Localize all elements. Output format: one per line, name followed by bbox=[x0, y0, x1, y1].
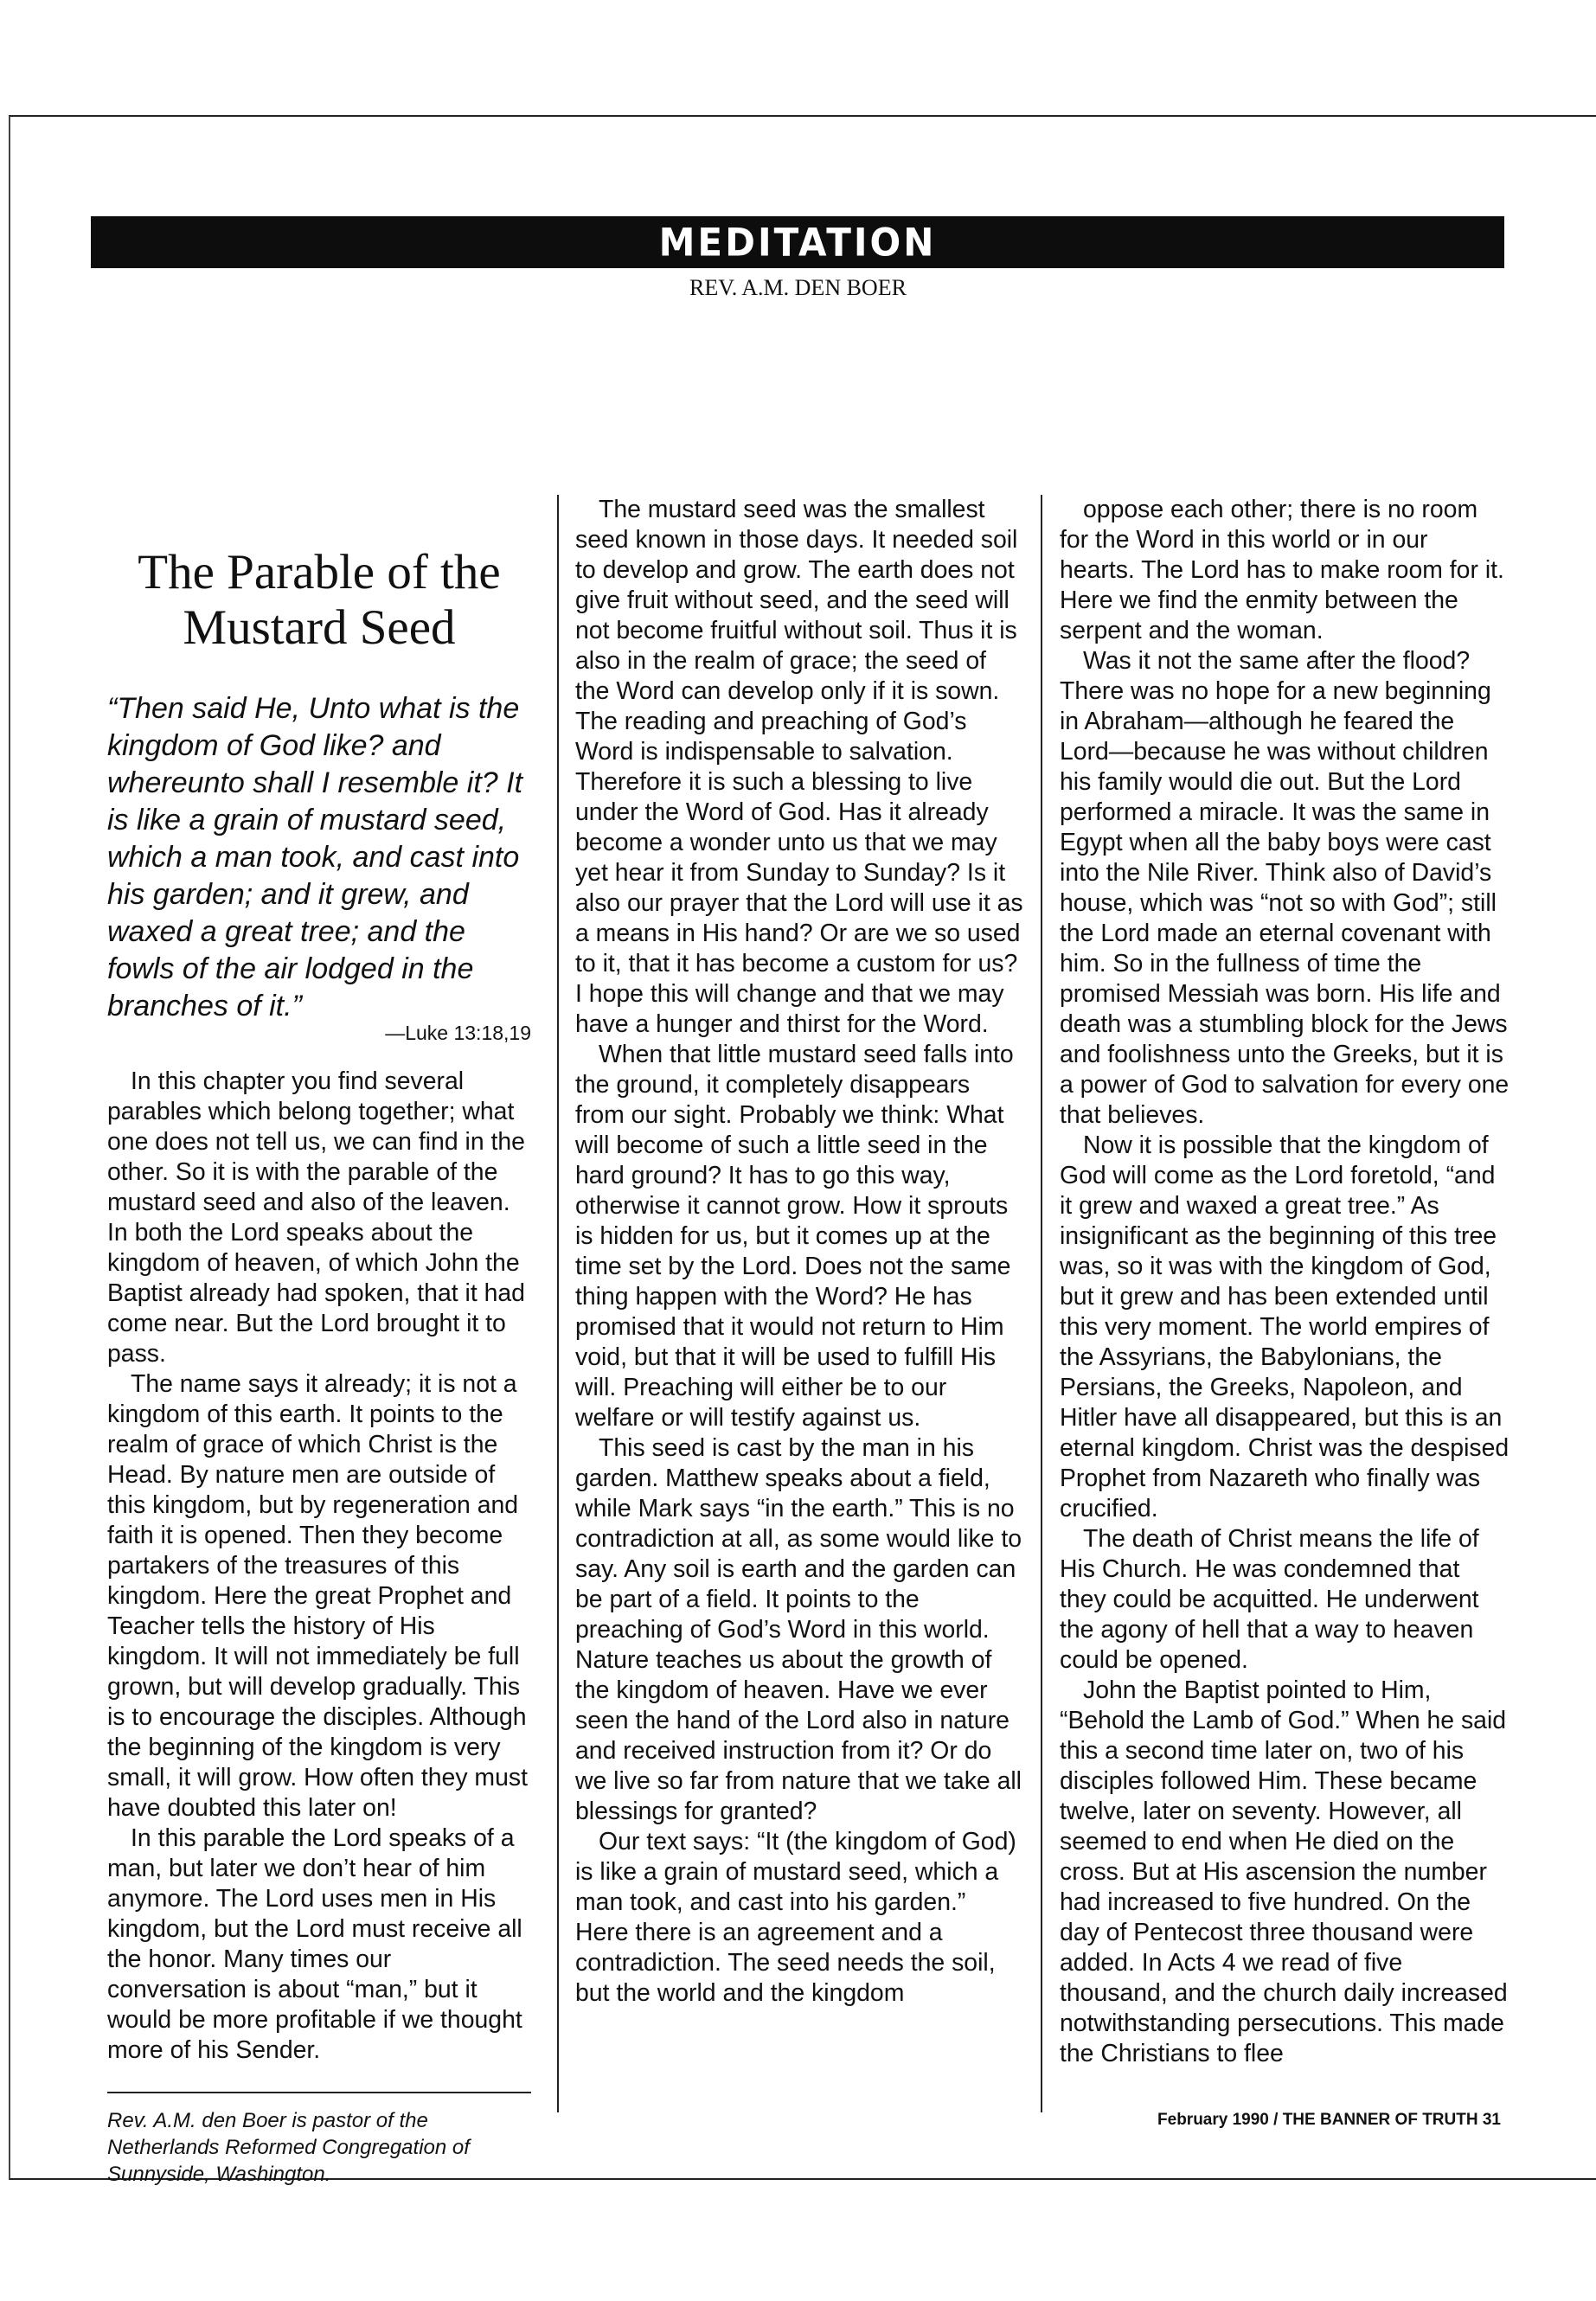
paragraph: The mustard seed was the smallest seed known in those days. It needed soil to develop and grow. The earth does not give fruit without seed, and the seed will not become fruitful without soil. Thus it is also in the realm of grace; the seed of the Word can develop only if it is sown. The reading and preaching of God’s Word is indispensable to salvation. Therefore it is such a blessing to live under the Word of God. Has it already become a wonder unto us that we may yet hear it from Sunday to Sunday? Is it also our prayer that the Lord will use it as a means in His hand? Or are we so used to it, that it has become a custom for us? I hope this will change and that we may have a hunger and thirst for the Word. bbox=[575, 496, 1023, 1038]
paragraph: John the Baptist pointed to Him, “Behold the Lamb of God.” When he said this a second time later on, two of his disciples followed Him. These became twelve, later on seventy. However, all seemed to end when He died on the cross. But at His ascension the number had increased to five hundred. On the day of Pentecost three thousand were added. In Acts 4 we read of five thousand, and the church daily increased notwithstanding persecutions. This made the Christians to flee bbox=[1060, 1676, 1508, 2067]
section-title: MEDITATION bbox=[658, 220, 937, 265]
paragraph: Was it not the same after the flood? There was no hope for a new beginning in Abraham—although he feared the Lord—because he was without children his family would die out. But the Lord performed a miracle. It was the same in Egypt when all the baby boys were cast into the Nile River. Think also of David’s house, which was “not so with God”; still the Lord made an eternal covenant with him. So in the fullness of time the promised Messiah was born. His life and death was a stumbling block for the Jews and foolishness unto the Greeks, but it is a power of God to salvation for every one that believes. bbox=[1060, 647, 1509, 1129]
article-title: The Parable of the Mustard Seed bbox=[138, 545, 501, 655]
author-note: Rev. A.M. den Boer is pastor of the Netherlands Reformed Congregation of Sunnyside, Washington. bbox=[107, 2109, 470, 2186]
paragraph: When that little mustard seed falls into the ground, it completely disappears from our sight. Probably we think: What will become of such a little seed in the hard ground? It has to go this way, otherwise it cannot grow. How it sprouts is hidden for us, but it comes up at the time set by the Lord. Does not the same thing happen with the Word? He has promised that it would not return to Him void, but that it will be used to fulfill His will. Preaching will either be to our welfare or will testify against us. bbox=[575, 1041, 1014, 1432]
section-banner bbox=[91, 216, 1504, 268]
paragraph: The name says it already; it is not a kingdom of this earth. It points to the realm of grace of which Christ is the Head. By nature men are outside of this kingdom, but by regeneration and faith it is opened. Then they become partakers of the treasures of this kingdom. Here the great Prophet and Teacher tells the history of His kingdom. It will not immediately be full grown, but will develop gradually. This is to encourage the disciples. Although the beginning of the kingdom is very small, it will grow. How often they must have doubted this later on! bbox=[107, 1370, 528, 1822]
scripture-reference: —Luke 13:18,19 bbox=[385, 1022, 531, 1044]
paragraph: Our text says: “It (the kingdom of God) is like a grain of mustard seed, which a man took, and cast into his garden.” Here there is an agreement and a contradiction. The seed needs the soil, but the world and the kingdom bbox=[575, 1828, 1016, 2007]
column-divider bbox=[1041, 495, 1042, 2112]
paragraph: Now it is possible that the kingdom of God will come as the Lord foretold, “and it grew and waxed a great tree.” As insignificant as the beginning of this tree was, so it was with the kingdom of God, but it grew and has been extended until this very moment. The world empires of the Assyrians, the Babylonians, the Persians, the Greeks, Napoleon, and Hitler have all disappeared, but this is an eternal kingdom. Christ was the despised Prophet from Nazareth who finally was crucified. bbox=[1060, 1131, 1509, 1522]
paragraph: This seed is cast by the man in his garden. Matthew speaks about a field, while Mark says “in the earth.” This is no contradiction at all, as some would like to say. Any soil is earth and the garden can be part of a field. It points to the preaching of God’s Word in this world. Nature teaches us about the growth of the kingdom of heaven. Have we ever seen the hand of the Lord also in nature and received instruction from it? Or do we live so far from nature that we take all blessings for granted? bbox=[575, 1434, 1022, 1825]
column-1 bbox=[107, 458, 531, 2188]
paragraph: oppose each other; there is no room for the Word in this world or in our hearts. The Lord has to make room for it. Here we find the enmity between the serpent and the woman. bbox=[1060, 496, 1504, 644]
scripture-quote: “Then said He, Unto what is the kingdom of God like? and whereunto shall I resemble it? It is like a grain of mustard seed, which a man took, and cast into his garden; and it grew, and waxed a great tree; and the fowls of the air lodged in the branches of it.” bbox=[107, 692, 523, 1022]
byline: REV. A.M. DEN BOER bbox=[689, 275, 907, 300]
paragraph: The death of Christ means the life of His Church. He was condemned that they could be acquitted. He underwent the agony of hell that a way to heaven could be opened. bbox=[1060, 1525, 1479, 1674]
paragraph: In this chapter you find several parables which belong together; what one does not tell us, we can find in the other. So it is with the parable of the mustard seed and also of the leaven. In both the Lord speaks about the kingdom of heaven, of which John the Baptist already had spoken, that it had come near. But the Lord brought it to pass. bbox=[107, 1067, 525, 1368]
column-divider bbox=[557, 495, 559, 2112]
paragraph: In this parable the Lord speaks of a man, but later we don’t hear of him anymore. The Lord uses men in His kingdom, but the Lord must receive all the honor. Many times our conversation is about “man,” but it would be more profitable if we thought more of his Sender. bbox=[107, 1824, 522, 2064]
column-2 bbox=[575, 495, 1025, 2009]
divider bbox=[107, 2092, 531, 2093]
page-footer: February 1990 / THE BANNER OF TRUTH 31 bbox=[1157, 2111, 1501, 2129]
column-3 bbox=[1060, 495, 1509, 2069]
